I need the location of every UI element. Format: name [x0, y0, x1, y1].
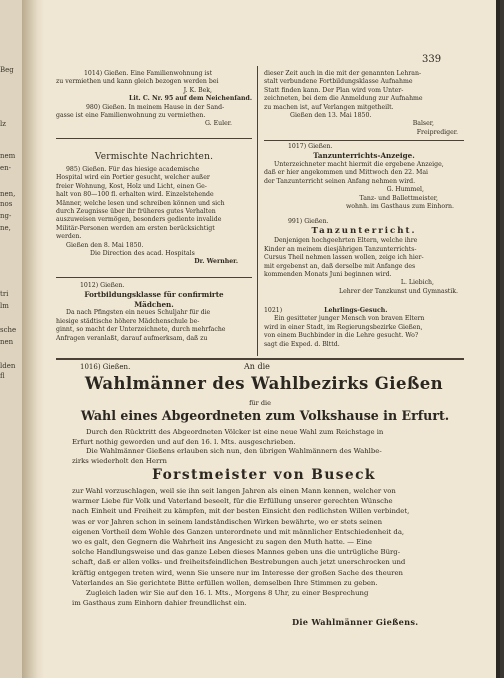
- ad-signature: J. K. Bek,: [183, 86, 212, 94]
- notice-line: Da nach Pfingsten ein neues Schuljahr für die: [66, 309, 211, 317]
- wahl-subtitle: Wahl eines Abgeordneten zum Volkshause in Erfurt.: [80, 408, 450, 423]
- book-gutter: [22, 0, 44, 678]
- section-heading: Vermischte Nachrichten.: [94, 152, 214, 162]
- notice-line: zu machen ist, auf Verlangen mitgetheilt.: [264, 103, 394, 111]
- notice-line: ginnt, so macht der Unterzeichnete, durch mehrfache: [56, 326, 226, 334]
- notice-line: hiesige städtische höhere Mädchenschule be-: [56, 317, 200, 325]
- margin-fragment: lz: [0, 120, 6, 128]
- column-rule: [56, 277, 252, 278]
- page-edge: [496, 0, 500, 678]
- full-width-rule: [56, 358, 464, 360]
- notice-number: 1017) Gießen.: [288, 143, 333, 150]
- wahl-line: wo es galt, den Gegnern die Wahrheit ins Angesicht zu sagen den Muth hatte. — Eine: [72, 538, 373, 547]
- notice-line: kommenden Monats Juni beginnen wird.: [264, 271, 392, 279]
- notice-line: halt von 80—100 fl. erhalten wird. Einzelstehende: [56, 191, 214, 199]
- wahl-an-die: An die: [244, 362, 270, 371]
- notice-line: von einem Buchbinder in die Lehre gesucht. Wo?: [264, 332, 419, 340]
- notice-signature: wohnh. im Gasthaus zum Einhorn.: [346, 202, 454, 210]
- notice-signature: Freiprediger.: [416, 128, 458, 136]
- wahl-line: zur Wahl vorzuschlagen, weil sie ihn seit langen Jahren als einen Mann kennen, welcher von: [72, 487, 396, 495]
- fortbildung-section: [56, 282, 252, 343]
- notice-line: sagt die Exped. d. Blttd.: [264, 340, 340, 348]
- notice-line: Denjenigen hochgeehrten Eltern, welche ihre: [274, 237, 418, 245]
- wahl-body: [72, 486, 468, 608]
- vermischte-section: [56, 152, 252, 267]
- notice-line: daß er hier angekommen und Mittwoch den 22. Mai: [264, 169, 429, 177]
- notice-number: 1012) Gießen.: [80, 282, 125, 289]
- wahl-line: zirks wiederholt den Herrn: [72, 456, 167, 465]
- wahl-signature: Die Wahlmänner Gießens.: [292, 617, 419, 627]
- notice-line: zeichneten, bei dem die Anmeldung zur Aufnahme: [264, 95, 423, 103]
- notice-signature: G. Hummel,: [386, 186, 424, 194]
- wahl-intro: [72, 428, 468, 466]
- notice-line: werden.: [56, 233, 82, 241]
- notice-signature: L. Liebich,: [400, 279, 434, 287]
- wahl-line: Durch den Rücktritt des Abgeordneten Völcker ist eine neue Wahl zum Reichstage in: [86, 428, 384, 436]
- column-divider: [257, 66, 258, 356]
- ad-line: zu vermiethen und kann gleich bezogen werden bei: [56, 78, 219, 86]
- ad-signature: G. Euler.: [204, 120, 232, 128]
- margin-fragment: ng-: [0, 212, 12, 220]
- notice-line: auszuweisen vermögen, besonders gediente invalide: [56, 216, 222, 224]
- notice-number-heading: [264, 307, 464, 315]
- adjacent-page-margin: [0, 0, 22, 678]
- newspaper-page: [44, 0, 500, 678]
- notice-line: der Tanzunterricht seinen Anfang nehmen wird.: [264, 177, 416, 185]
- notice-heading: Fortbildungsklasse für confirmirte: [84, 290, 224, 300]
- wahl-line: Die Wahlmänner Gießens erlauben sich nun, den übrigen Wahlmännern des Wahlbe-: [86, 447, 382, 456]
- margin-fragment: Beg: [0, 66, 14, 74]
- ad-address: Lit. C. Nr. 95 auf dem Neichenſand.: [129, 95, 252, 103]
- left-column-top: [56, 70, 252, 129]
- margin-fragment: sche: [0, 326, 17, 334]
- ad-line: gasse ist eine Familienwohnung zu vermiethen.: [56, 112, 206, 120]
- wahl-line: solche Handlungsweise und das ganze Leben dieses Mannes geben uns die untrügliche Bürg-: [72, 548, 401, 557]
- margin-fragment: nem: [0, 152, 16, 160]
- notice-signature: Lehrer der Tanzkunst und Gymnastik.: [338, 287, 458, 295]
- margin-fragment: ne,: [0, 224, 11, 232]
- notice-signature: Balser,: [412, 120, 434, 128]
- notice-line: wird in einer Stadt, im Regierungsbezirke Gießen,: [264, 323, 423, 331]
- margin-fragment: en-: [0, 164, 12, 172]
- notice-line: stalt verbundene Fortbildungsklasse Aufnahme: [264, 78, 413, 86]
- right-column-top: [264, 70, 464, 137]
- notice-signature: Dr. Wernher.: [194, 258, 238, 266]
- wahl-line: was er vor Jahren schon in seinem landständischen Wirken bewährte, wo er stets seinen: [72, 517, 383, 526]
- notice-heading: Mädchen.: [134, 299, 174, 309]
- margin-fragment: lden: [0, 362, 16, 370]
- lehrling-section: [264, 307, 464, 349]
- wahl-line: Vaterlandes an Sie gerichtete Bitte erfüllen wollen, demselben Ihre Stimmen zu geben.: [72, 578, 378, 587]
- margin-fragment: fl: [0, 372, 5, 380]
- notice-line: Anfragen veranlaßt, darauf aufmerksam, daß zu: [56, 334, 208, 342]
- wahl-line: im Gasthaus zum Einhorn dahier freundlichst ein.: [72, 599, 247, 608]
- notice-line: Militär-Personen werden am ersten berücksichtigt: [56, 224, 215, 232]
- notice-signature: Tanz- und Ballettmeister,: [359, 194, 438, 202]
- ad-line: 1014) Gießen. Eine Familienwohnung ist: [84, 70, 213, 77]
- notice-line: dieser Zeit auch in die mit der genannten Lehran-: [264, 70, 422, 77]
- notice-number: 1021): [264, 307, 283, 314]
- wahl-fuer-die: für die: [249, 399, 271, 407]
- wahl-title: Wahlmänner des Wahlbezirks Gießen: [84, 374, 444, 393]
- notice-date: Gießen den 13. Mai 1850.: [290, 112, 372, 120]
- notice-line: Kinder an meinem diesjährigen Tanzunterrichts-: [264, 245, 417, 253]
- wahl-line: nach Einheit und Freiheit zu kämpfen, mit der besten Einsicht den redlichsten Willen verbindet,: [72, 507, 410, 516]
- margin-fragment: nen,: [0, 190, 16, 198]
- wahl-candidate: Forstmeister von Buseck: [152, 467, 376, 483]
- notice-line: Cursus Theil nehmen lassen wollen, zeige ich hier-: [264, 254, 424, 262]
- margin-fragment: tri: [0, 290, 9, 298]
- notice-heading: Tanzunterricht.: [311, 226, 417, 237]
- ad-line: 980) Gießen. In meinem Hause in der Sand-: [86, 103, 225, 111]
- notice-line: Unterzeichneter macht hiermit die ergebene Anzeige,: [274, 160, 444, 168]
- notice-heading: Lehrlings-Gesuch.: [324, 307, 388, 314]
- column-rule: [264, 140, 464, 141]
- tanzunterricht-section: [264, 218, 464, 296]
- notice-line: Ein gesitteter junger Mensch von braven Eltern: [274, 315, 425, 323]
- notice-date: Gießen den 8. Mai 1850.: [66, 241, 144, 249]
- notice-line: mit ergebenst an, daß derselbe mit Anfange des: [264, 262, 416, 270]
- wahl-line: eigenen Vortheil dem Wohle des Ganzen unterordnete und mit männlicher Entschiedenheit da,: [72, 527, 405, 536]
- notice-line: Statt finden kann. Der Plan wird vom Unter-: [264, 86, 404, 94]
- wahl-line: schaft, daß er allen volks- und freiheitsfeindlichen Bestrebungen auch jetzt unerschrocken und: [72, 558, 406, 567]
- notice-number: 991) Gießen.: [288, 218, 329, 225]
- margin-fragment: nen: [0, 338, 14, 346]
- wahl-line: warmer Liebe für Volk und Vaterland beseelt, für die Erfüllung unserer gerechten Wünsche: [72, 497, 393, 506]
- notice-line: Männer, welche lesen und schreiben können und sich: [56, 199, 225, 207]
- notice-line: Hospital wird ein Portier gesucht, welcher außer: [56, 174, 210, 182]
- wahl-line: Zugleich laden wir Sie auf den 16. l. Mts., Morgens 8 Uhr, zu einer Besprechung: [86, 589, 369, 598]
- margin-fragment: nos: [0, 200, 13, 208]
- notice-signature: Die Direction des acad. Hospitals: [90, 250, 195, 258]
- wahl-line: kräftig entgegen treten wird, wenn Sie unsere nur im Interesse der großen Sache des theuren: [72, 568, 403, 577]
- tanz-anzeige-section: [264, 143, 464, 211]
- wahl-line: Erfurt nothig geworden und auf den 16. l. Mts. ausgeschrieben.: [72, 437, 296, 446]
- wahl-number: 1016) Gießen.: [80, 363, 131, 371]
- notice-line: freier Wohnung, Kost, Holz und Licht, einen Ge-: [56, 182, 207, 190]
- page-number: 339: [422, 54, 442, 65]
- notice-heading: Tanzunterrichts-Anzeige.: [313, 151, 415, 161]
- notice-line: 985) Gießen. Für das hiesige academische: [66, 166, 200, 173]
- margin-fragment: lm: [0, 302, 9, 310]
- notice-line: durch Zeugnisse über ihr früheres gutes Verhalten: [56, 208, 216, 216]
- column-rule: [56, 138, 252, 139]
